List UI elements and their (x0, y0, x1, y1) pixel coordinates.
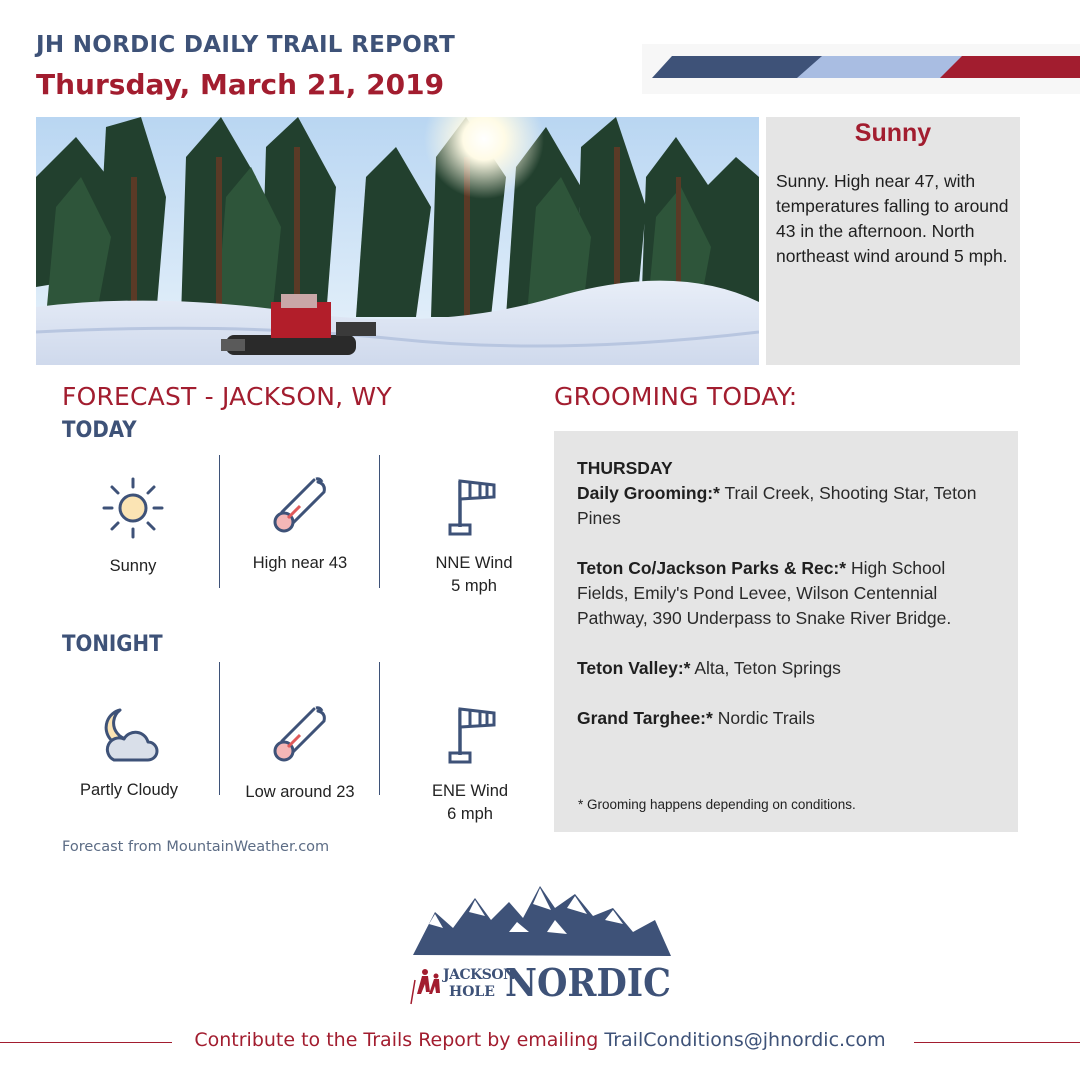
tonight-wind-speed: 6 mph (447, 805, 493, 823)
grooming-day: THURSDAY (577, 458, 673, 478)
windsock-icon (446, 475, 500, 542)
windsock-icon (446, 703, 500, 770)
today-wind-speed: 5 mph (451, 577, 497, 595)
logo-line2: HOLE (449, 984, 495, 1000)
forecast-source: Forecast from MountainWeather.com (62, 839, 330, 855)
report-date: Thursday, March 21, 2019 (36, 68, 445, 101)
grooming-heading: GROOMING TODAY: (554, 382, 798, 411)
decorative-stripes (642, 44, 1080, 94)
jackson-hole-nordic-logo (405, 880, 677, 1015)
weather-summary-panel (766, 117, 1020, 365)
grooming-entry (577, 556, 997, 631)
today-wind (404, 552, 544, 598)
weather-title: Sunny (854, 119, 932, 147)
divider (379, 455, 380, 588)
grooming-entry-text: Trail Creek, Shooting Star, Teton Pines (577, 483, 977, 528)
logo-word: NORDIC (505, 960, 671, 1005)
tonight-temp: Low around 23 (245, 783, 355, 801)
today-wind-direction: NNE Wind (435, 554, 513, 572)
grooming-entry-text: Alta, Teton Springs (690, 658, 841, 678)
grooming-panel (554, 431, 1018, 832)
moon-cloud-icon (98, 706, 160, 769)
grooming-entry-label: Teton Co/Jackson Parks & Rec:* (577, 558, 847, 578)
trail-photo (36, 117, 759, 365)
grooming-entry-text: High School Fields, Emily's Pond Levee, Wilson Centennial Pathway, 390 Underpass to Snake River Bridge. (577, 558, 952, 628)
skier-icon (411, 969, 440, 1004)
tonight-condition: Partly Cloudy (79, 781, 179, 799)
divider (219, 455, 220, 588)
sun-icon (100, 475, 166, 546)
today-condition: Sunny (109, 557, 157, 575)
footer-contribute (0, 1029, 1080, 1051)
divider (379, 662, 380, 795)
thermometer-icon (270, 703, 332, 770)
forecast-heading: FORECAST - JACKSON, WY (62, 382, 392, 411)
logo-line1: JACKSON (443, 967, 516, 983)
today-label: TODAY (62, 418, 137, 443)
tonight-wind-direction: ENE Wind (431, 782, 509, 800)
weather-description: Sunny. High near 47, with temperatures falling to around 43 in the afternoon. North northeast wind around 5 mph. (776, 171, 1009, 266)
tonight-wind (400, 780, 540, 826)
grooming-note: * Grooming happens depending on conditions. (578, 797, 856, 812)
grooming-entry-text: Nordic Trails (712, 708, 815, 728)
today-temp: High near 43 (252, 554, 348, 572)
thermometer-icon (270, 474, 332, 541)
grooming-entry-label: Grand Targhee:* (577, 708, 713, 728)
tonight-label: TONIGHT (62, 632, 163, 657)
grooming-entry (577, 481, 997, 531)
footer-text: Contribute to the Trails Report by emailing (194, 1029, 605, 1051)
report-title: JH NORDIC DAILY TRAIL REPORT (36, 32, 456, 58)
grooming-entry (577, 656, 997, 681)
grooming-entry-label: Daily Grooming:* (577, 483, 720, 503)
grooming-entry-label: Teton Valley:* (577, 658, 691, 678)
grooming-entry (577, 706, 997, 731)
footer-email-link[interactable]: TrailConditions@jhnordic.com (604, 1029, 886, 1051)
divider (219, 662, 220, 795)
